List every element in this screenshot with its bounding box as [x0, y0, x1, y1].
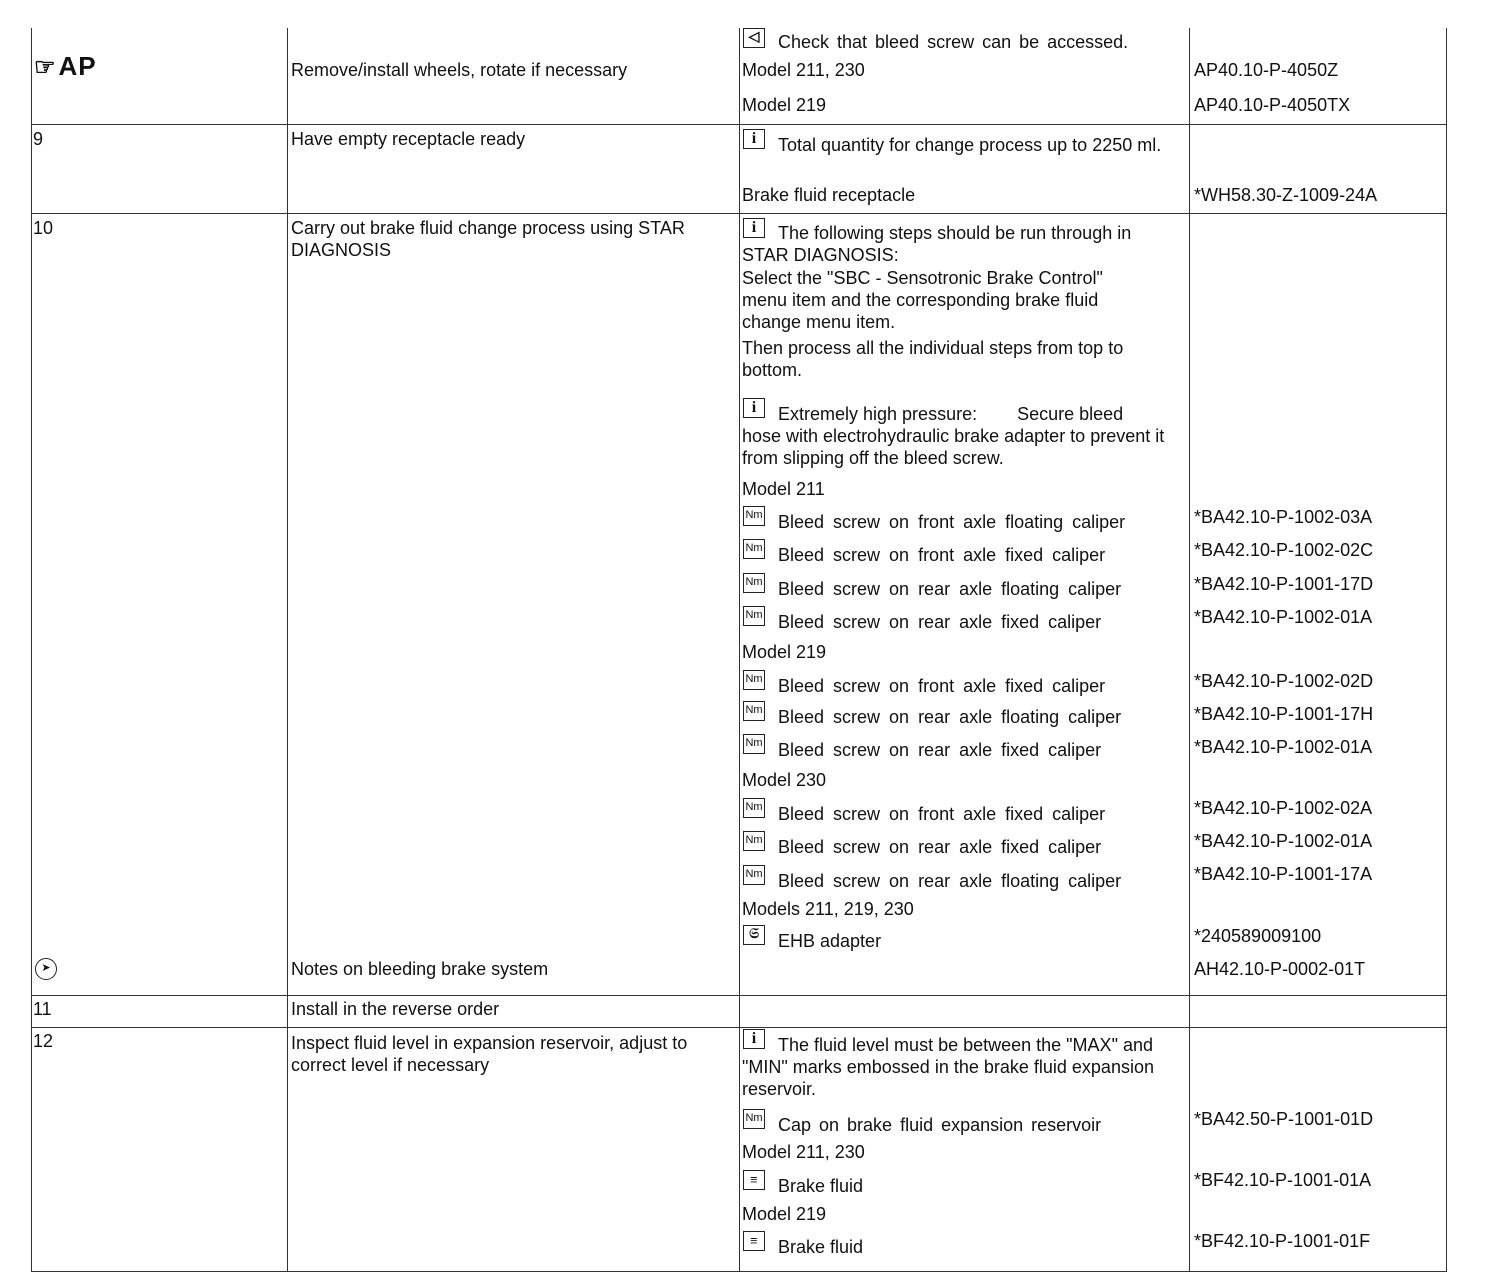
model-230-heading: Model 230 — [742, 770, 827, 790]
info-icon: i — [743, 398, 765, 418]
ap-note: Check that bleed screw can be accessed. — [778, 32, 1129, 52]
m230-ref-0[interactable]: *BA42.10-P-1002-02A — [1194, 798, 1373, 818]
m211-label-2: Bleed screw on rear axle floating caliper — [778, 579, 1122, 599]
torque-icon: Nm — [743, 734, 765, 754]
m230-ref-1[interactable]: *BA42.10-P-1002-01A — [1194, 831, 1373, 851]
step-12-fluid-b-label: Brake fluid — [778, 1237, 864, 1257]
model-211-heading: Model 211 — [742, 479, 825, 499]
ehb-adapter-ref[interactable]: *240589009100 — [1194, 926, 1322, 946]
step-12-fluid-a-ref[interactable]: *BF42.10-P-1001-01A — [1194, 1170, 1372, 1190]
table-border-bottom — [31, 1271, 1447, 1272]
m219-label-2: Bleed screw on rear axle fixed caliper — [778, 740, 1102, 760]
m211-label-0: Bleed screw on front axle floating caliper — [778, 512, 1126, 532]
models-all-heading: Models 211, 219, 230 — [742, 899, 914, 919]
torque-icon: Nm — [743, 506, 765, 526]
m211-label-1: Bleed screw on front axle fixed caliper — [778, 545, 1106, 565]
notes-bleeding-ref[interactable]: AH42.10-P-0002-01T — [1194, 959, 1366, 979]
m230-label-0: Bleed screw on front axle fixed caliper — [778, 804, 1106, 824]
step-12-info: The fluid level must be between the "MAX" and "MIN" marks embossed in the brake fluid expansion reservoir. — [742, 1035, 1154, 1099]
info-icon: i — [743, 1029, 765, 1049]
step-number-11: 11 — [33, 999, 52, 1019]
step-12-fluid-a-label: Brake fluid — [778, 1176, 864, 1196]
table-border-left — [31, 28, 32, 1272]
m211-ref-3[interactable]: *BA42.10-P-1002-01A — [1194, 607, 1373, 627]
torque-icon: Nm — [743, 606, 765, 626]
m230-label-2: Bleed screw on rear axle floating caliper — [778, 871, 1122, 891]
pointing-hand-icon: ☞ — [34, 54, 57, 81]
step-12-cap-ref[interactable]: *BA42.50-P-1001-01D — [1194, 1109, 1374, 1129]
step-number-10: 10 — [33, 218, 54, 238]
torque-icon: Nm — [743, 831, 765, 851]
step-12-cap-label: Cap on brake fluid expansion reservoir — [778, 1115, 1102, 1135]
m219-label-0: Bleed screw on front axle fixed caliper — [778, 676, 1106, 696]
m211-ref-0[interactable]: *BA42.10-P-1002-03A — [1194, 507, 1373, 527]
step-12-fluid-b-ref[interactable]: *BF42.10-P-1001-01F — [1194, 1231, 1371, 1251]
step-number-9: 9 — [33, 129, 44, 149]
arrow-circle-icon: ➤ — [35, 958, 57, 980]
fluid-icon: ≡ — [743, 1170, 765, 1190]
step-12-model-b: Model 219 — [742, 1204, 827, 1224]
ap-marker — [34, 51, 97, 83]
torque-icon: Nm — [743, 670, 765, 690]
step-11-task: Install in the reverse order — [291, 999, 500, 1019]
model-219-heading: Model 219 — [742, 642, 827, 662]
step-10-info-1b: Select the "SBC - Sensotronic Brake Control" menu item and the corresponding brake fluid change menu item. — [742, 268, 1103, 332]
step-10-info-1: The following steps should be run through in STAR DIAGNOSIS: — [742, 223, 1132, 265]
ap-task: Remove/install wheels, rotate if necessary — [291, 60, 628, 80]
fluid-icon: ≡ — [743, 1231, 765, 1251]
torque-icon: Nm — [743, 573, 765, 593]
row-divider-11 — [31, 1027, 1447, 1028]
torque-icon: Nm — [743, 798, 765, 818]
row-divider-10 — [31, 995, 1447, 996]
step-10-task: Carry out brake fluid change process using STAR DIAGNOSIS — [291, 218, 685, 260]
step-12-model-a: Model 211, 230 — [742, 1142, 865, 1162]
info-icon: i — [743, 129, 765, 149]
step-9-info: Total quantity for change process up to 2250 ml. — [778, 135, 1162, 155]
step-10-info-2: Extremely high pressure: Secure bleed hose with electrohydraulic brake adapter to prevent it from slipping off the bleed screw. — [742, 404, 1170, 468]
step-number-12: 12 — [33, 1031, 54, 1051]
notes-bleeding-label: Notes on bleeding brake system — [291, 959, 549, 979]
ap-ref-b[interactable]: AP40.10-P-4050TX — [1194, 95, 1351, 115]
step-12-task: Inspect fluid level in expansion reservoir, adjust to correct level if necessary — [291, 1033, 688, 1075]
info-icon: i — [743, 218, 765, 238]
m219-ref-2[interactable]: *BA42.10-P-1002-01A — [1194, 737, 1373, 757]
torque-icon: Nm — [743, 701, 765, 721]
column-divider-1 — [287, 28, 288, 1272]
row-divider-ap — [31, 124, 1447, 125]
ap-model-a: Model 211, 230 — [742, 60, 865, 80]
step-9-tool-ref[interactable]: *WH58.30-Z-1009-24A — [1194, 185, 1378, 205]
step-10-info-1c: Then process all the individual steps from top to bottom. — [742, 338, 1124, 380]
m230-label-1: Bleed screw on rear axle fixed caliper — [778, 837, 1102, 857]
m230-ref-2[interactable]: *BA42.10-P-1001-17A — [1194, 864, 1373, 884]
ap-model-b: Model 219 — [742, 95, 827, 115]
torque-icon: Nm — [743, 539, 765, 559]
step-9-tool-label: Brake fluid receptacle — [742, 185, 916, 205]
torque-icon: Nm — [743, 1109, 765, 1129]
torque-icon: Nm — [743, 865, 765, 885]
row-divider-9 — [31, 213, 1447, 214]
m211-ref-2[interactable]: *BA42.10-P-1001-17D — [1194, 574, 1374, 594]
ap-marker-text: AP — [58, 51, 97, 81]
note-icon: ◁ — [743, 28, 765, 48]
m211-ref-1[interactable]: *BA42.10-P-1002-02C — [1194, 540, 1374, 560]
m219-ref-0[interactable]: *BA42.10-P-1002-02D — [1194, 671, 1374, 691]
column-divider-2 — [739, 28, 740, 1272]
column-divider-3 — [1189, 28, 1190, 1272]
m219-label-1: Bleed screw on rear axle floating caliper — [778, 707, 1122, 727]
m211-label-3: Bleed screw on rear axle fixed caliper — [778, 612, 1102, 632]
tool-icon: 𝔖 — [743, 925, 765, 945]
table-border-right — [1446, 28, 1447, 1272]
m219-ref-1[interactable]: *BA42.10-P-1001-17H — [1194, 704, 1374, 724]
ehb-adapter-label: EHB adapter — [778, 931, 882, 951]
ap-ref-a[interactable]: AP40.10-P-4050Z — [1194, 60, 1339, 80]
step-9-task: Have empty receptacle ready — [291, 129, 526, 149]
